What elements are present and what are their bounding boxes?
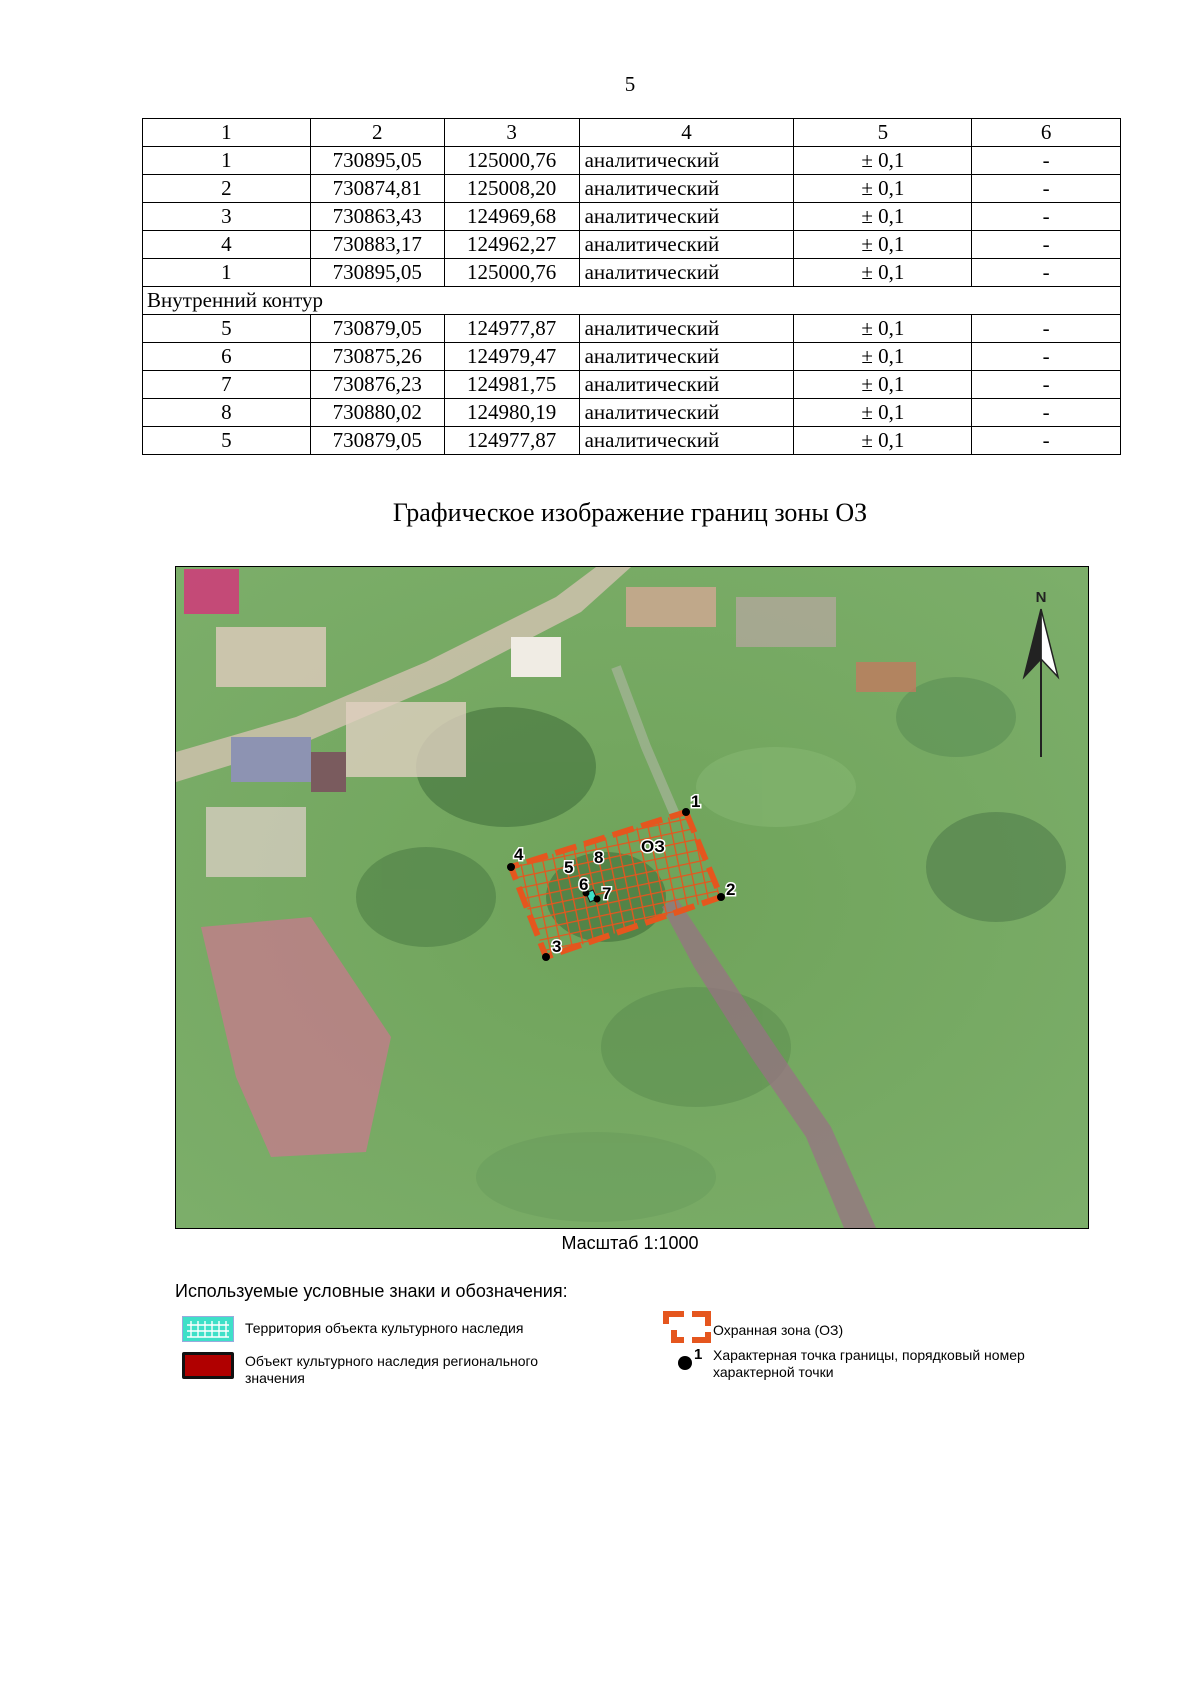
point-label-5: 5 [564, 858, 574, 877]
accuracy: ± 0,1 [794, 427, 972, 455]
header-cell: 5 [794, 119, 972, 147]
point-label-2: 2 [726, 880, 736, 899]
coord-x: 730875,26 [310, 343, 444, 371]
legend-point-desc-line1: Характерная точка границы, порядковый номер [713, 1347, 1025, 1363]
method: аналитический [579, 175, 794, 203]
accuracy: ± 0,1 [794, 175, 972, 203]
point-number: 2 [143, 175, 311, 203]
accuracy: ± 0,1 [794, 315, 972, 343]
method: аналитический [579, 203, 794, 231]
table-row [143, 371, 1121, 399]
table-header-row [143, 119, 1121, 147]
point-number: 1 [143, 259, 311, 287]
legend-point-number: 1 [694, 1346, 703, 1363]
inner-contour-label: Внутренний контур [143, 287, 1121, 315]
coord-x: 730876,23 [310, 371, 444, 399]
coord-x: 730863,43 [310, 203, 444, 231]
point-label-6: 6 [579, 875, 589, 894]
coord-y: 125000,76 [444, 147, 579, 175]
coord-y: 125000,76 [444, 259, 579, 287]
coord-y: 125008,20 [444, 175, 579, 203]
boundary-point-icon [678, 1356, 692, 1370]
point-label-8: 8 [594, 848, 604, 867]
legend-protection-zone: Охранная зона (ОЗ) [713, 1322, 844, 1338]
point-number: 5 [143, 427, 311, 455]
inner-contour-row [143, 287, 1121, 315]
coord-x: 730874,81 [310, 175, 444, 203]
method: аналитический [579, 315, 794, 343]
point-number: 1 [143, 147, 311, 175]
legend-heritage-object-line1: Объект культурного наследия регионального [245, 1353, 539, 1369]
coord-x: 730895,05 [310, 147, 444, 175]
protection-zone-symbol-icon [662, 1310, 712, 1344]
table-row [143, 147, 1121, 175]
legend-point-desc-line2: характерной точки [713, 1364, 834, 1380]
description: - [972, 427, 1121, 455]
point-number: 5 [143, 315, 311, 343]
description: - [972, 399, 1121, 427]
method: аналитический [579, 147, 794, 175]
coordinates-table [142, 118, 1121, 455]
table-row [143, 315, 1121, 343]
point-1 [682, 808, 690, 816]
accuracy: ± 0,1 [794, 231, 972, 259]
method: аналитический [579, 259, 794, 287]
description: - [972, 203, 1121, 231]
description: - [972, 259, 1121, 287]
table-row [143, 427, 1121, 455]
heritage-object-swatch-icon [182, 1352, 234, 1379]
point-number: 7 [143, 371, 311, 399]
satellite-map[interactable] [175, 566, 1089, 1229]
legend-heritage-object-line2: значения [245, 1370, 305, 1386]
header-cell: 2 [310, 119, 444, 147]
point-4 [507, 863, 515, 871]
method: аналитический [579, 343, 794, 371]
map-scale: Масштаб 1:1000 [561, 1233, 699, 1253]
map-title: Графическое изображение границ зоны ОЗ [392, 498, 868, 527]
point-number: 6 [143, 343, 311, 371]
description: - [972, 315, 1121, 343]
header-cell: 6 [972, 119, 1121, 147]
coord-y: 124969,68 [444, 203, 579, 231]
header-cell: 4 [579, 119, 794, 147]
point-number: 3 [143, 203, 311, 231]
table-row [143, 203, 1121, 231]
heritage-territory-swatch-icon [182, 1316, 234, 1342]
coord-x: 730879,05 [310, 315, 444, 343]
description: - [972, 371, 1121, 399]
accuracy: ± 0,1 [794, 371, 972, 399]
description: - [972, 343, 1121, 371]
coord-y: 124981,75 [444, 371, 579, 399]
coord-y: 124977,87 [444, 427, 579, 455]
method: аналитический [579, 371, 794, 399]
coord-x: 730879,05 [310, 427, 444, 455]
accuracy: ± 0,1 [794, 399, 972, 427]
method: аналитический [579, 427, 794, 455]
point-label-1: 1 [691, 792, 701, 811]
point-label-3: 3 [552, 937, 562, 956]
table-row [143, 231, 1121, 259]
legend-title: Используемые условные знаки и обозначения: [175, 1281, 568, 1301]
table-row [143, 399, 1121, 427]
method: аналитический [579, 399, 794, 427]
header-cell: 3 [444, 119, 579, 147]
zone-label: ОЗ [641, 837, 665, 856]
point-label-4: 4 [514, 845, 524, 864]
point-label-7: 7 [602, 884, 612, 903]
coord-x: 730883,17 [310, 231, 444, 259]
method: аналитический [579, 231, 794, 259]
coord-x: 730880,02 [310, 399, 444, 427]
svg-text:N: N [1035, 589, 1047, 606]
coord-y: 124979,47 [444, 343, 579, 371]
point-3 [542, 953, 550, 961]
table-row [143, 343, 1121, 371]
point-number: 4 [143, 231, 311, 259]
description: - [972, 175, 1121, 203]
table-row [143, 175, 1121, 203]
point-2 [717, 893, 725, 901]
header-cell: 1 [143, 119, 311, 147]
description: - [972, 231, 1121, 259]
page-number: 5 [624, 72, 636, 96]
coord-x: 730895,05 [310, 259, 444, 287]
coord-y: 124980,19 [444, 399, 579, 427]
point-number: 8 [143, 399, 311, 427]
legend-heritage-territory: Территория объекта культурного наследия [245, 1320, 524, 1336]
accuracy: ± 0,1 [794, 203, 972, 231]
coord-y: 124977,87 [444, 315, 579, 343]
accuracy: ± 0,1 [794, 343, 972, 371]
point-7 [594, 896, 601, 903]
coord-y: 124962,27 [444, 231, 579, 259]
accuracy: ± 0,1 [794, 147, 972, 175]
table-row [143, 259, 1121, 287]
accuracy: ± 0,1 [794, 259, 972, 287]
description: - [972, 147, 1121, 175]
